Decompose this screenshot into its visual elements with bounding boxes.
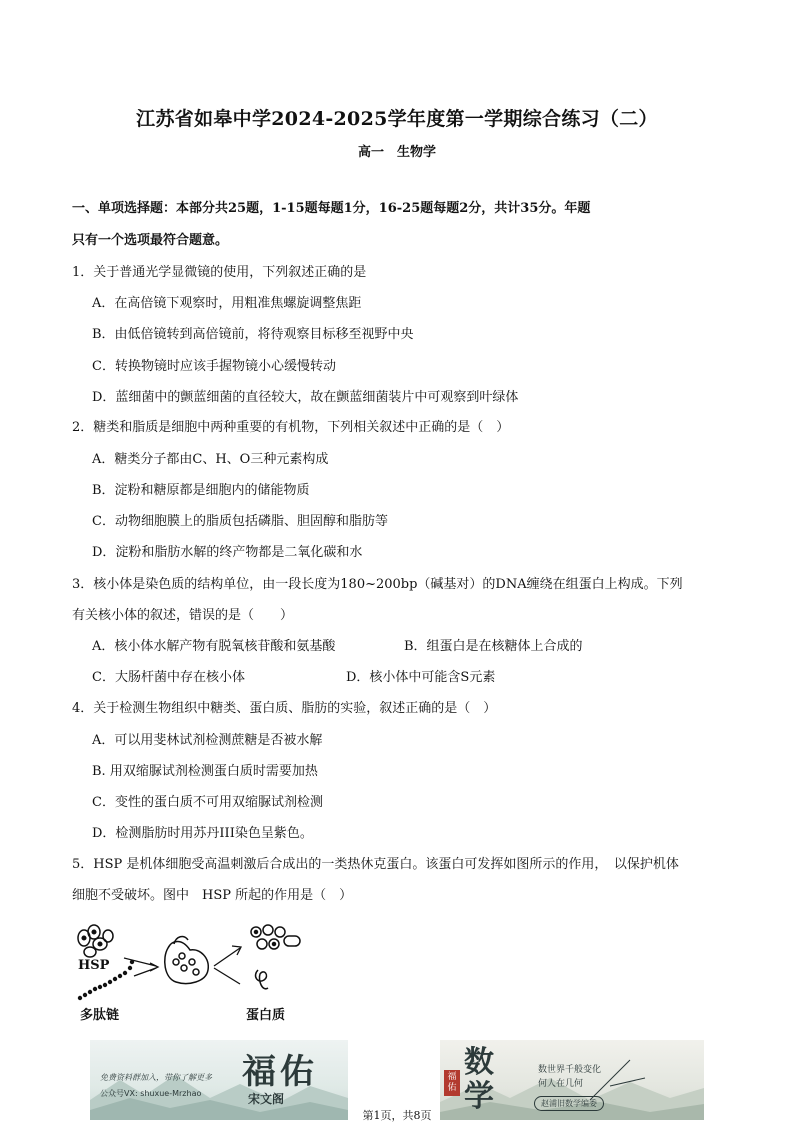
banner-right-calligraphy: 数学 [464,1045,494,1114]
hsp-complex-icon [165,937,209,984]
question-5-stem-line2: 细胞不受破坏。图中 HSP 所起的作用是（ ） [72,888,353,903]
peptide-chain-label: 多肽链 [80,1008,120,1023]
question-2-option-a: A．糖类分子都由C、H、O三种元素构成 [92,452,329,467]
section-heading-line2: 只有一个选项最符合题意。 [72,233,229,248]
protein-label: 蛋白质 [246,1008,286,1023]
question-3-option-a: A．核小体水解产物有脱氧核苷酸和氨基酸 [92,639,336,654]
hsp-figure [72,918,312,1028]
question-3-stem-line1: 3．核小体是染色质的结构单位，由一段长度为180~200bp（碱基对）的DNA缠绕在组蛋白上构成。下列 [72,577,683,592]
question-1-option-b: B．由低倍镜转到高倍镜前，将待观察目标移至视野中央 [92,327,414,342]
question-3-option-b: B．组蛋白是在核糖体上合成的 [404,639,583,654]
divergence-arrows-icon [214,946,241,984]
page-title: 江苏省如皋中学2024-2025学年度第一学期综合练习（二） [136,108,658,130]
question-3-option-c: C．大肠杆菌中存在核小体 [92,670,245,685]
banner-right-seal: 福佑 [444,1070,460,1096]
hsp-label: HSP [78,958,110,973]
question-3-option-d: D．核小体中可能含S元素 [346,670,496,685]
released-hsp-icon [251,925,300,949]
banner-right-line2: 何人在几何 [538,1079,584,1089]
question-4-option-a: A．可以用斐林试剂检测蔗糖是否被水解 [92,733,323,748]
banner-left-line1: 免费资料群加入，带你了解更多 [100,1073,212,1082]
question-1-stem: 1．关于普通光学显微镜的使用，下列叙述正确的是 [72,265,367,280]
question-1-option-c: C．转换物镜时应该手握物镜小心缓慢转动 [92,359,336,374]
question-4-option-c: C．变性的蛋白质不可用双缩脲试剂检测 [92,795,323,810]
banner-left-line2: 公众号VX: shuxue-Mrzhao [100,1089,202,1098]
question-2-option-b: B．淀粉和糖原都是细胞内的储能物质 [92,483,310,498]
banner-right-line1: 数世界千般变化 [538,1065,602,1075]
question-5-stem-line1: 5．HSP 是机体细胞受高温刺激后合成出的一类热休克蛋白。该蛋白可发挥如图所示的作用， 以保护机体 [72,857,679,872]
banner-left-sub: 宋文阁 [248,1092,285,1106]
question-3-stem-line2: 有关核小体的叙述，错误的是（ ） [72,608,294,623]
banner-left-calligraphy: 福佑 [242,1052,318,1092]
question-1-option-d: D．蓝细菌中的颤蓝细菌的直径较大，故在颤蓝细菌装片中可观察到叶绿体 [92,390,519,405]
question-4-option-d: D．检测脂肪时用苏丹III染色呈紫色。 [92,826,313,841]
section-heading-line1: 一、单项选择题：本部分共25题，1-15题每题1分，16-25题每题2分，共计35分。年题 [72,201,591,216]
page-footer: 第1页，共8页 [362,1109,432,1122]
banner-right-line3: 赵浦旧数学编委 [534,1096,604,1111]
question-2-stem: 2．糖类和脂质是细胞中两种重要的有机物，下列相关叙述中正确的是（ ） [72,420,510,435]
question-4-option-b: B. 用双缩脲试剂检测蛋白质时需要加热 [92,764,318,779]
question-1-option-a: A．在高倍镜下观察时，用粗准焦螺旋调整焦距 [92,296,362,311]
page-subtitle: 高一 生物学 [357,145,436,160]
question-2-option-d: D．淀粉和脂肪水解的终产物都是二氧化碳和水 [92,545,363,560]
question-4-stem: 4．关于检测生物组织中糖类、蛋白质、脂肪的实验，叙述正确的是（ ） [72,701,497,716]
folded-protein-icon [256,970,268,989]
question-2-option-c: C．动物细胞膜上的脂质包括磷脂、胆固醇和脂肪等 [92,514,388,529]
hsp-molecules-icon [78,925,113,957]
